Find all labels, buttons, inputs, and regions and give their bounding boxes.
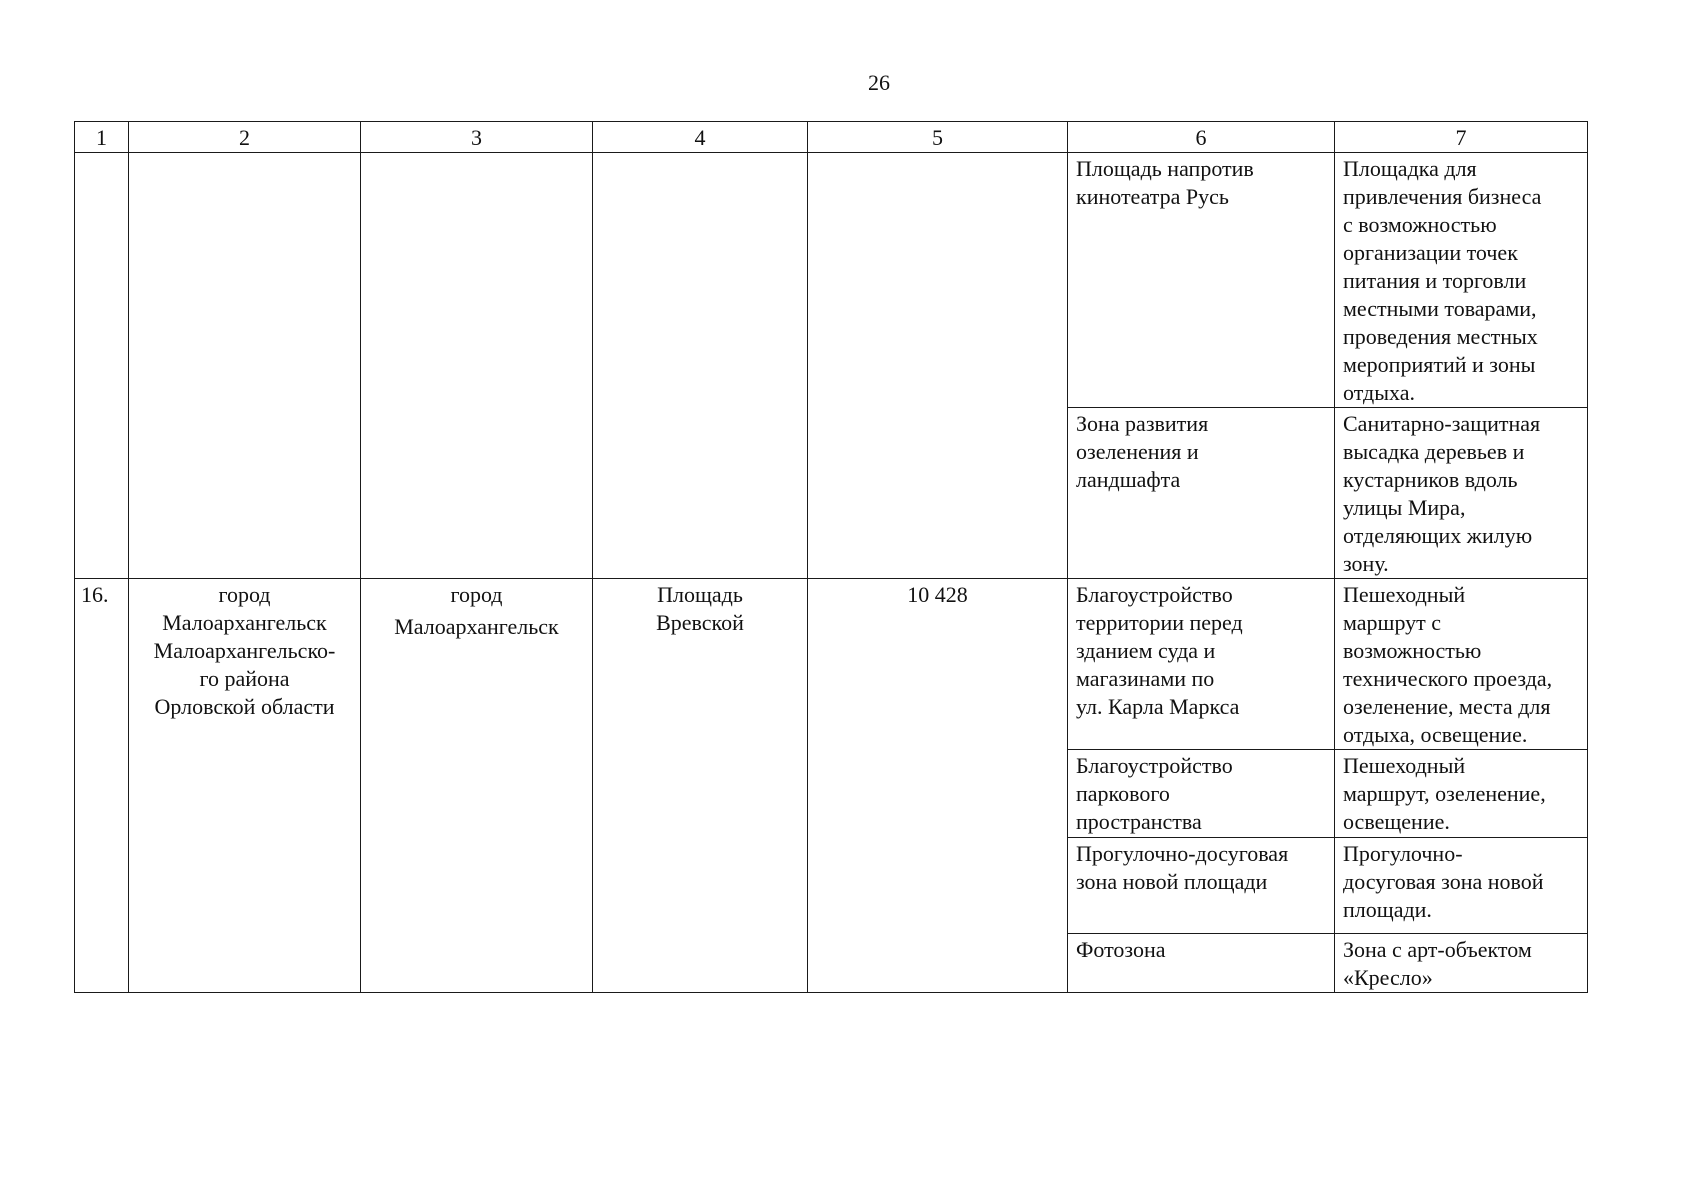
object-description-cell: Пешеходный маршрут с возможностью технического проезда, озеленение, места для отдыха, освещение. (1335, 579, 1588, 750)
territory-cell: Площадь Вревской (593, 579, 808, 993)
document-table (74, 121, 1588, 993)
empty-cell-col1 (75, 153, 129, 579)
page-number: 26 (868, 70, 890, 95)
object-name-cell: Зона развития озеленения и ландшафта (1068, 408, 1335, 579)
header-col-6: 6 (1068, 122, 1335, 153)
empty-cell-col4 (593, 153, 808, 579)
table-row (75, 153, 1588, 408)
object-name-cell: Прогулочно-досуговая зона новой площади (1068, 838, 1335, 934)
object-name-cell: Благоустройство территории перед зданием суда и магазинами по ул. Карла Маркса (1068, 579, 1335, 750)
empty-cell-col2 (129, 153, 361, 579)
object-name-cell: Благоустройство паркового пространства (1068, 750, 1335, 838)
header-col-4: 4 (593, 122, 808, 153)
row-number-cell: 16. (75, 579, 129, 993)
empty-cell-col5 (808, 153, 1068, 579)
header-col-3: 3 (361, 122, 593, 153)
municipality-cell: город Малоархангельск Малоархангельско- го района Орловской области (129, 579, 361, 993)
object-description-cell: Площадка для привлечения бизнеса с возможностью организации точек питания и торговли местными товарами, проведения местных мероприятий и зоны отдыха. (1335, 153, 1588, 408)
object-name-cell: Площадь напротив кинотеатра Русь (1068, 153, 1335, 408)
header-col-7: 7 (1335, 122, 1588, 153)
header-col-1: 1 (75, 122, 129, 153)
object-description-cell: Зона с арт-объектом «Кресло» (1335, 934, 1588, 993)
object-name-cell: Фотозона (1068, 934, 1335, 993)
area-cell: 10 428 (808, 579, 1068, 993)
empty-cell-col3 (361, 153, 593, 579)
settlement-cell: город Малоархангельск (361, 579, 593, 993)
header-col-2: 2 (129, 122, 361, 153)
header-col-5: 5 (808, 122, 1068, 153)
table-row (75, 579, 1588, 750)
object-description-cell: Пешеходный маршрут, озеленение, освещение. (1335, 750, 1588, 838)
object-description-cell: Санитарно-защитная высадка деревьев и кустарников вдоль улицы Мира, отделяющих жилую зону. (1335, 408, 1588, 579)
object-description-cell: Прогулочно- досуговая зона новой площади. (1335, 838, 1588, 934)
header-row (75, 122, 1588, 153)
